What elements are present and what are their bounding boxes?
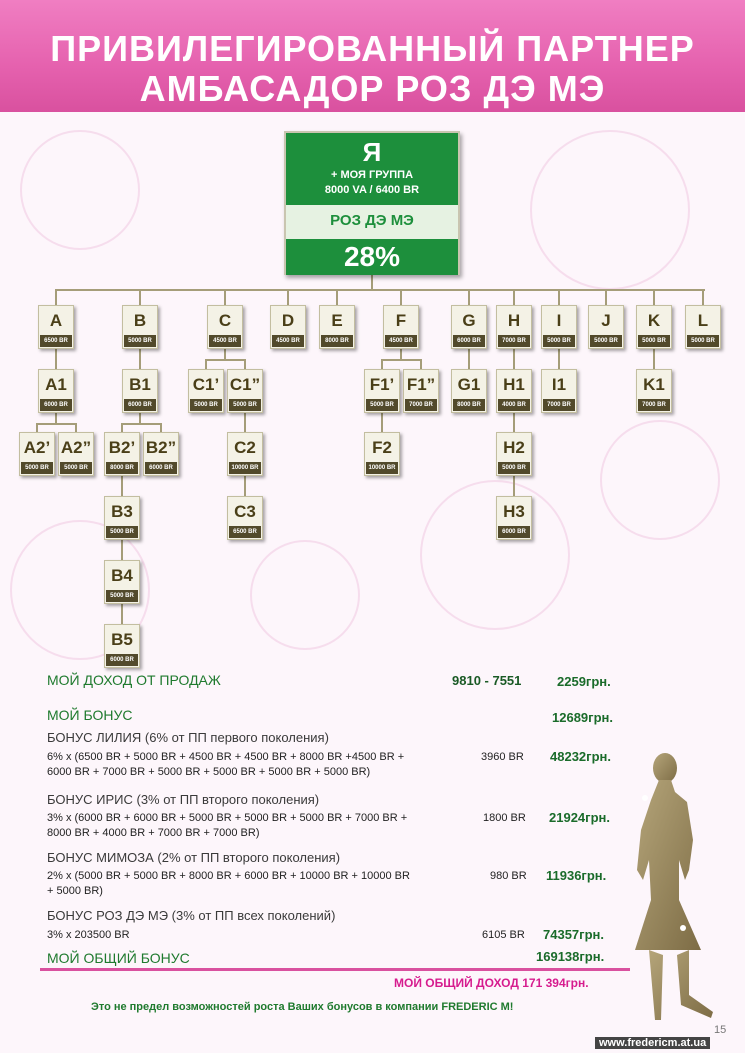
partner-node-value: 6500 BR [40,335,72,347]
sales-income-label: МОЙ ДОХОД ОТ ПРОДАЖ [47,672,221,688]
tree-connector-line [121,476,123,496]
tree-connector-line [468,289,470,305]
tree-connector-line [513,476,515,496]
partner-node-label: C [218,311,232,330]
partner-node [58,432,94,476]
my-bonus-label: МОЙ БОНУС [47,707,133,723]
total-income-label: МОЙ ОБЩИЙ ДОХОД [394,976,519,990]
partner-node-value: 5000 BR [687,335,719,347]
partner-node-value: 5000 BR [21,462,53,474]
liliya-bonus-amount: 48232грн. [550,749,611,764]
partner-node-label: B [133,311,147,330]
tree-connector-line [224,349,226,359]
sales-income-amount: 2259грн. [557,674,611,689]
root-percent: 28% [286,239,458,275]
tree-connector-line [139,413,141,423]
partner-node-label: C1” [229,375,261,394]
partner-node [270,305,306,349]
partner-node-label: B4 [111,566,133,585]
partner-node-label: H2 [503,438,525,457]
partner-node-label: F [395,311,407,330]
partner-node-label: B1 [129,375,151,394]
partner-node [188,369,224,413]
partner-node-label: B3 [111,502,133,521]
site-watermark: www.fredericm.at.ua [595,1037,710,1049]
partner-node-label: L [697,311,709,330]
tree-connector-line [37,423,77,425]
partner-node-value: 6000 BR [124,399,156,411]
root-group-label: + МОЯ ГРУППА [330,169,414,181]
partner-node [207,305,243,349]
partner-node [451,369,487,413]
partner-node [685,305,721,349]
partner-node-value: 7000 BR [498,335,530,347]
partner-node [104,432,140,476]
partner-node [636,369,672,413]
partner-node-value: 6000 BR [40,399,72,411]
partner-node-label: I1 [551,375,567,394]
tree-connector-line [139,349,141,369]
page-number: 15 [714,1024,727,1036]
tree-connector-line [55,413,57,423]
partner-node-label: K [647,311,661,330]
partner-node-label: K1 [643,375,665,394]
partner-node-label: A2” [60,438,92,457]
partner-node-label: F1’ [369,375,395,394]
liliya-bonus-title: БОНУС ЛИЛИЯ (6% от ПП первого поколения) [47,730,329,745]
woman-silhouette-image [615,750,730,1025]
partner-node [104,560,140,604]
sales-income-formula: 9810 - 7551 [452,673,522,688]
partner-node [38,369,74,413]
partner-node [143,432,179,476]
partner-node [496,432,532,476]
tree-connector-line [382,359,422,361]
partner-node-label: J [601,311,611,330]
tree-connector-line [287,289,289,305]
tree-connector-line [400,289,402,305]
partner-node-value: 7000 BR [638,399,670,411]
partner-node-value: 5000 BR [543,335,575,347]
tree-connector-line [206,359,246,361]
partner-node [104,496,140,540]
liliya-bonus-br: 3960 BR [481,751,524,763]
tree-connector-line [139,289,141,305]
tree-connector-line [400,349,402,359]
partner-node [383,305,419,349]
partner-node [588,305,624,349]
tree-connector-line [513,289,515,305]
footer-note: Это не предел возможностей роста Ваших бонусов в компании FREDERIC M! [91,1001,514,1013]
tree-connector-line [653,289,655,305]
tree-connector-line [121,540,123,560]
partner-node-value: 4500 BR [385,335,417,347]
partner-node [403,369,439,413]
tree-connector-line [513,349,515,369]
rose-bonus-br: 6105 BR [482,929,525,941]
partner-node-value: 5000 BR [124,335,156,347]
partner-node-label: H3 [503,502,525,521]
partner-node-value: 5000 BR [60,462,92,474]
rose-bonus-title: БОНУС РОЗ ДЭ МЭ (3% от ПП всех поколений) [47,908,336,923]
total-bonus-label: МОЙ ОБЩИЙ БОНУС [47,950,190,966]
partner-node [364,369,400,413]
partner-node [496,305,532,349]
partner-node-value: 6000 BR [106,654,138,666]
partner-node-value: 4500 BR [209,335,241,347]
tree-connector-line [513,413,515,432]
partner-node-label: C1’ [192,375,220,394]
iris-bonus-br: 1800 BR [483,812,526,824]
partner-node [541,369,577,413]
tree-connector-line [56,289,705,291]
root-title: Я [362,137,382,167]
partner-node [451,305,487,349]
iris-bonus-amount: 21924грн. [549,810,610,825]
partner-node-value: 7000 BR [543,399,575,411]
tree-connector-line [371,275,373,290]
partner-node-value: 5000 BR [366,399,398,411]
tree-connector-line [244,413,246,432]
partner-node-label: C3 [234,502,256,521]
partner-node [122,369,158,413]
partner-node-label: B2’ [108,438,136,457]
partner-node [104,624,140,668]
partner-node-label: H1 [503,375,525,394]
partner-node-value: 8000 BR [321,335,353,347]
partner-node-value: 5000 BR [638,335,670,347]
tree-connector-line [702,289,704,305]
partner-node-label: F1” [406,375,436,394]
partner-node-label: E [331,311,343,330]
tree-connector-line [244,476,246,496]
liliya-bonus-calc: 6% x (6500 BR + 5000 BR + 4500 BR + 4500 BR + 8000 BR +4500 BR + 6000 BR + 7000 BR + 5000 BR + 5000 BR + 5000 BR + 5000 BR) [47,751,405,778]
tree-connector-line [605,289,607,305]
total-income [394,976,589,990]
partner-node-label: F2 [372,438,392,457]
partner-node [227,496,263,540]
tree-connector-line [558,289,560,305]
partner-node-label: H [507,311,521,330]
tree-connector-line [55,349,57,369]
total-income-amount: 171 394грн. [522,976,589,990]
title-line-2: АМБАСАДОР РОЗ ДЭ МЭ [139,68,606,109]
partner-node-value: 8000 BR [106,462,138,474]
rose-bonus-amount: 74357грн. [543,927,604,942]
partner-node-value: 5000 BR [498,462,530,474]
iris-bonus-title: БОНУС ИРИС (3% от ПП второго поколения) [47,792,320,807]
partner-node-value: 4000 BR [498,399,530,411]
mimoza-bonus-br: 980 BR [490,870,527,882]
partner-node-value: 7000 BR [405,399,437,411]
partner-node [319,305,355,349]
tree-connector-line [558,349,560,369]
iris-bonus-calc: 3% x (6000 BR + 6000 BR + 5000 BR + 5000 BR + 5000 BR + 7000 BR + 8000 BR + 4000 BR + 7000 BR + 7000 BR) [47,812,408,839]
mimoza-bonus-amount: 11936грн. [546,868,607,883]
partner-node-label: A [49,311,63,330]
mimoza-bonus-calc: 2% x (5000 BR + 5000 BR + 8000 BR + 6000 BR + 10000 BR + 10000 BR + 5000 BR) [47,870,410,897]
partner-node-value: 5000 BR [590,335,622,347]
partner-node-label: B2” [145,438,177,457]
partner-node [541,305,577,349]
partner-node-value: 6000 BR [453,335,485,347]
partner-node [364,432,400,476]
tree-connector-line [224,289,226,305]
partner-node [122,305,158,349]
partner-node [496,369,532,413]
tree-connector-line [653,349,655,369]
partner-node-value: 5000 BR [106,590,138,602]
title-line-1: ПРИВИЛЕГИРОВАННЫЙ ПАРТНЕР [50,28,695,69]
partner-node-label: D [281,311,295,330]
partner-node-value: 5000 BR [190,399,222,411]
tree-connector-line [381,413,383,432]
partner-node-label: G [462,311,476,330]
tree-connector-line [468,349,470,369]
root-node [284,131,460,275]
tree-connector-line [55,289,57,305]
partner-node-label: G1 [457,375,481,394]
partner-node [636,305,672,349]
rose-bonus-calc: 3% x 203500 BR [47,929,130,941]
partner-node-label: B5 [111,630,133,649]
pink-divider [40,968,630,971]
tree-connector-line [336,289,338,305]
partner-node-value: 6500 BR [229,526,261,538]
root-volume: 8000 VA / 6400 BR [324,184,420,196]
partner-node-label: A2’ [23,438,51,457]
tree-connector-line [121,604,123,624]
partner-node [38,305,74,349]
partner-node-value: 4500 BR [272,335,304,347]
total-bonus-amount: 169138грн. [536,949,605,964]
mimoza-bonus-title: БОНУС МИМОЗА (2% от ПП второго поколения) [47,850,341,865]
root-rank: РОЗ ДЭ МЭ [286,205,458,239]
partner-node-value: 10000 BR [229,462,261,474]
partner-node [496,496,532,540]
partner-node-value: 8000 BR [453,399,485,411]
partner-node-value: 5000 BR [106,526,138,538]
partner-node-value: 6000 BR [145,462,177,474]
partner-node [19,432,55,476]
partner-node-label: C2 [234,438,256,457]
partner-node-label: I [556,311,562,330]
partner-node-value: 10000 BR [366,462,398,474]
tree-connector-line [122,423,162,425]
partner-node [227,369,263,413]
my-bonus-amount: 12689грн. [552,710,613,725]
partner-node-label: A1 [45,375,67,394]
partner-node-value: 6000 BR [498,526,530,538]
partner-node-value: 5000 BR [229,399,261,411]
partner-node [227,432,263,476]
